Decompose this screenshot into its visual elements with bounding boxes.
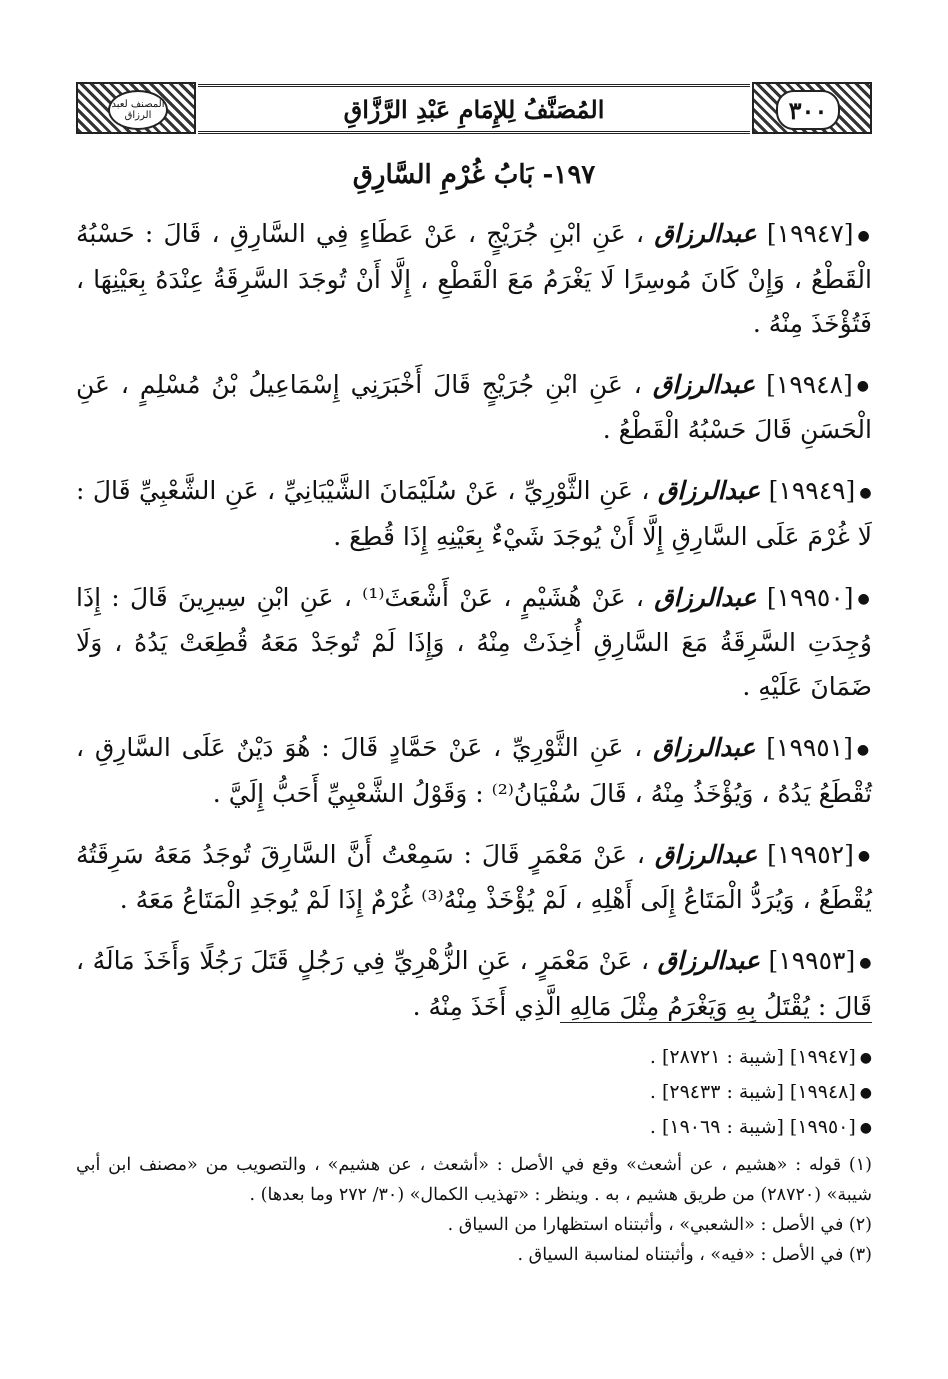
entry-id: [١٩٩٥٠]	[766, 582, 854, 612]
hadith-entry	[76, 363, 872, 453]
footnote: (٢) في الأصل : «الشعبي» ، وأثبتناه استظهارا من السياق .	[447, 1215, 872, 1235]
bullet-icon: ●	[856, 378, 873, 394]
entry-id: [١٩٩٤٩]	[768, 476, 856, 505]
running-header	[76, 82, 872, 134]
bullet-icon: ●	[859, 954, 873, 971]
hadith-entries	[76, 212, 872, 1046]
entry-text: ، عَنْ مَعْمَرٍ ، عَنِ الزُّهْرِيِّ فِي رَجُلٍ قَتَلَ رَجُلًا وَأَخَذَ مَالَهُ ، قَالَ : يُقْتَلُ بِهِ وَيَغْرَمُ مِثْلَ مَالِهِ الَّذِي أَخَذَ مِنْهُ .	[76, 946, 872, 1021]
entry-text: ، عَنْ مَعْمَرٍ قَالَ : سَمِعْتُ أَنَّ السَّارِقَ تُوجَدُ مَعَهُ سَرِقَتُهُ يُقْطَعُ ، وَيُرَدُّ الْمَتَاعُ إِلَى أَهْلِهِ ، لَمْ يُؤْخَذْ مِنْهُ⁽³⁾ غُرْمٌ إِذَا لَمْ يُوجَدِ الْمَتَاعُ مَعَهُ .	[76, 839, 872, 914]
narrator: عبدالرزاق	[657, 946, 760, 975]
narrator: عبدالرزاق	[652, 369, 756, 399]
narrator: عبدالرزاق	[653, 733, 756, 762]
hadith-entry	[76, 576, 872, 710]
narrator: عبدالرزاق	[654, 839, 758, 869]
entry-text: ، عَنِ ابْنِ جُرَيْجٍ ، عَنْ عَطَاءٍ فِي السَّارِقِ ، قَالَ : حَسْبُهُ الْقَطْعُ ، وَإِنْ كَانَ مُوسِرًا لَا يَغْرَمُ مَعَ الْقَطْعِ ، إِلَّا أَنْ تُوجَدَ السَّرِقَةُ عِنْدَهُ بِعَيْنِهَا ، فَتُؤْخَذَ مِنْهُ .	[76, 219, 872, 338]
footnote: (٣) في الأصل : «فيه» ، وأثبتناه لمناسبة السياق .	[517, 1245, 872, 1265]
hadith-entry	[76, 469, 872, 559]
narrator: عبدالرزاق	[654, 582, 757, 612]
bullet-icon: ●	[857, 227, 873, 244]
book-emblem-icon: المصنف لعبد الرزاق	[108, 90, 168, 130]
bullet-icon: ●	[859, 484, 873, 501]
entry-text: ، عَنْ هُشَيْمٍ ، عَنْ أَشْعَثَ⁽¹⁾ ، عَنِ ابْنِ سِيرِينَ قَالَ : إِذَا وُجِدَتِ السَّرِقَةُ مَعَ السَّارِقِ أُخِذَتْ مِنْهُ ، وَإِذَا لَمْ تُوجَدْ مَعَهُ قُطِعَتْ يَدُهُ ، وَلَا ضَمَانَ عَلَيْهِ .	[76, 582, 872, 701]
entry-id: [١٩٩٤٧]	[766, 219, 854, 248]
narrator: عبدالرزاق	[654, 219, 757, 248]
header-ornament-right	[752, 82, 872, 134]
hadith-entry	[76, 726, 872, 816]
hadith-entry	[76, 212, 872, 346]
entry-id: [١٩٩٥٢]	[767, 839, 854, 869]
bullet-icon: ●	[859, 1050, 872, 1066]
entry-text: ، عَنِ الثَّوْرِيِّ ، عَنْ حَمَّادٍ قَالَ : هُوَ دَيْنٌ عَلَى السَّارِقِ ، تُقْطَعُ يَدُهُ ، وَيُؤْخَذُ مِنْهُ ، قَالَ سُفْيَانُ⁽²⁾ : وَقَوْلُ الشَّعْبِيِّ أَحَبُّ إِلَيَّ .	[76, 733, 872, 808]
bullet-icon: ●	[857, 848, 873, 864]
hadith-entry	[76, 833, 872, 923]
reference-item: ●[١٩٩٤٧] [شيبة : ٢٨٧٢١] .	[649, 1046, 872, 1068]
header-ornament-left	[76, 82, 196, 134]
entry-id: [١٩٩٤٨]	[766, 369, 853, 399]
entry-id: [١٩٩٥١]	[766, 733, 853, 762]
reference-item: ●[١٩٩٤٨] [شيبة : ٢٩٤٣٣] .	[649, 1081, 872, 1103]
narrator: عبدالرزاق	[657, 476, 761, 505]
footnote-separator	[560, 1022, 872, 1023]
cross-references	[76, 1040, 872, 1145]
bullet-icon: ●	[857, 591, 873, 607]
footnotes	[76, 1150, 872, 1270]
book-title: المُصَنَّفُ لِلإِمَامِ عَبْدِ الرَّزَّاقِ	[198, 84, 750, 134]
hadith-entry	[76, 939, 872, 1029]
footnote: (١) قوله : «هشيم ، عن أشعث» وقع في الأصل : «أشعث ، عن هشيم» ، والتصويب من «مصنف ابن أبي شيبة» (٢٨٧٢٠) من طريق هشيم ، به . وينظر : «تهذيب الكمال» (٣٠/ ٢٧٢ وما بعدها) .	[76, 1155, 872, 1205]
entry-text: ، عَنِ ابْنِ جُرَيْجٍ قَالَ أَخْبَرَنِي إِسْمَاعِيلُ بْنُ مُسْلِمٍ ، عَنِ الْحَسَنِ قَالَ حَسْبُهُ الْقَطْعُ .	[76, 369, 872, 444]
page-number: ٣٠٠	[776, 90, 840, 130]
bullet-icon: ●	[859, 1085, 872, 1101]
reference-item: ●[١٩٩٥٠] [شيبة : ١٩٠٦٩] .	[649, 1116, 872, 1138]
entry-id: [١٩٩٥٣]	[768, 946, 856, 975]
chapter-title: ١٩٧- بَابُ غُرْمِ السَّارِقِ	[352, 160, 596, 190]
entry-text: ، عَنِ الثَّوْرِيِّ ، عَنْ سُلَيْمَانَ الشَّيْبَانِيِّ ، عَنِ الشَّعْبِيِّ قَالَ : لَا غُرْمَ عَلَى السَّارِقِ إِلَّا أَنْ يُوجَدَ شَيْءٌ بِعَيْنِهِ إِذَا قُطِعَ .	[76, 476, 872, 551]
bullet-icon: ●	[859, 1120, 872, 1136]
bullet-icon: ●	[856, 741, 872, 758]
